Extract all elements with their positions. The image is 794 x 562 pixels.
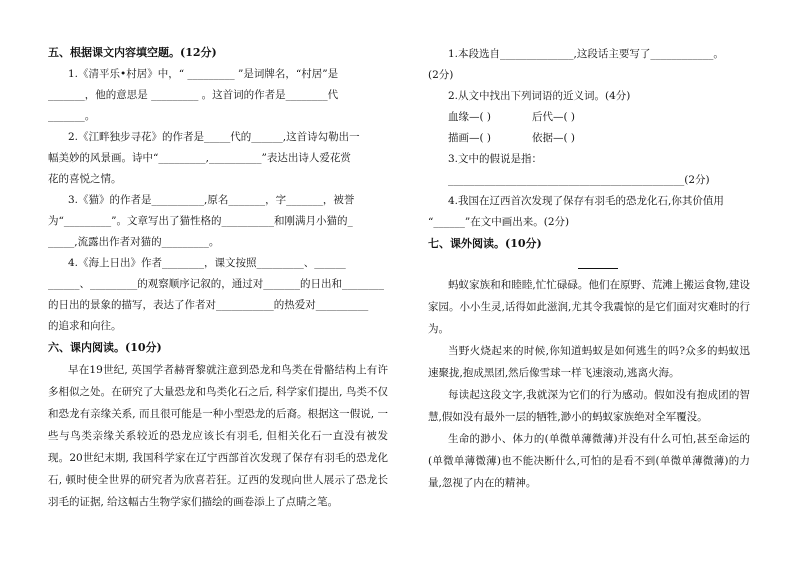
- q3-line-3: _____,流露出作者对猫的_________。: [48, 236, 220, 248]
- r-q2: 2.从文中找出下列词语的近义词。(4分): [448, 90, 631, 102]
- q3-line-2: 为“_________”。文章写出了猫性格的__________和刚满月小猫的_: [48, 215, 353, 227]
- q4-line-3: 的日出的景象的描写，表达了作者对___________的热爱对__________: [48, 299, 369, 311]
- extra-para-3: 每读起这段文字,我就深为它们的行为感动。假如没有抱成团的智慧,假如没有最外一层的牺牲,渺小的蚂蚁家族绝对全军覆没。: [428, 389, 750, 423]
- passage-title-blank: [428, 258, 750, 270]
- r-q3: 3.文中的假说是指：: [448, 153, 543, 165]
- section-6-title: 六、课内阅读。(10分): [48, 341, 162, 354]
- q3-line-1: 3.《猫》的作者是__________,原名_______，字_______，被誉: [68, 194, 355, 206]
- section-7-title: 七、课外阅读。(10分): [428, 237, 542, 250]
- q1-line-3: _______。: [48, 110, 96, 122]
- synonym-row-2: [428, 128, 750, 149]
- q4-line-4: 的追求和向往。: [48, 320, 122, 332]
- right-column: [428, 44, 750, 494]
- left-column: [48, 44, 388, 513]
- q1-line-1: 1.《清平乐•村居》中，“ _________ ”是词牌名，“村居”是: [68, 68, 339, 80]
- synonym-basis: 依据—( ): [532, 132, 576, 144]
- q2-line-2: 幅美妙的风景画。诗中“_________,__________”表达出诗人爱花赏: [48, 152, 351, 164]
- synonym-row-1: [428, 107, 750, 128]
- r-q3-answer-line: _____________________________________________(2分): [448, 174, 710, 186]
- extra-para-2: 当野火烧起来的时候,你知道蚂蚁是如何逃生的吗?众多的蚂蚁迅速聚拢,抱成黑团,然后像雪球一样飞速滚动,逃离火海。: [428, 345, 750, 379]
- q2-line-3: 花的喜悦之情。: [48, 173, 122, 185]
- q4-line-1: 4.《海上日出》作者________，课文按照_________、______: [68, 257, 346, 269]
- q2-line-1: 2.《江畔独步寻花》的作者是_____代的______,这首诗勾勒出一: [68, 131, 360, 143]
- section-5-title: 五、根据课文内容填空题。(12分): [48, 46, 217, 59]
- extra-para-4: 生命的渺小、体力的(单微单薄微薄)并没有什么可怕,甚至命运的(单微单薄微薄)也不能决断什么,可怕的是看不到(单微单薄微薄)的力量,忽视了内在的精神。: [428, 433, 750, 489]
- r-q4-line-1: 4.我国在辽西首次发现了保存有羽毛的恐龙化石,你其价值用: [448, 195, 724, 207]
- title-blank-line: [578, 258, 618, 269]
- synonym-depict: 描画—( ): [448, 132, 492, 144]
- q4-line-2: ______、_________的观察顺序记叙的，通过对_______的日出和________: [48, 278, 384, 290]
- extra-para-1: 蚂蚁家族和和睦睦,忙忙碌碌。他们在原野、荒滩上搬运食物,建设家园。小小生灵,话得如此滋润,尤其令我震惊的是它们面对灾难时的行为。: [428, 279, 750, 335]
- reading-passage: 早在19世纪, 英国学者赫胥黎就注意到恐龙和鸟类在骨骼结构上有许多相似之处。在研究了大量恐龙和鸟类化石之后, 科学家们提出, 鸟类不仅和恐龙有亲缘关系, 而且很可能是一种小型恐龙的后裔。根据这一假说, 一些与鸟类亲缘关系较近的恐龙应该长有羽毛, 但相关化石一直没有被发现。20世纪末期, 我国科学家在辽宁西部首次发现了保存有羽毛的恐龙化石, 顿时使全世界的研究者为欣喜若狂。辽西的发现向世人展示了恐龙长羽毛的证据, 给这幅古生物学家们描绘的画卷添上了点睛之笔。: [48, 364, 388, 508]
- r-q1-line-1: 1.本段选自______________,这段话主要写了____________。: [448, 48, 724, 60]
- q1-line-2: _______，他的意思是 _________ 。这首词的作者是________代: [48, 89, 339, 101]
- r-q4-line-2: “______”在文中画出来。(2分): [428, 216, 570, 228]
- synonym-blood: 血缘—( ): [448, 111, 492, 123]
- r-q1-line-2: (2分): [428, 69, 454, 81]
- synonym-descendant: 后代—( ): [532, 111, 576, 123]
